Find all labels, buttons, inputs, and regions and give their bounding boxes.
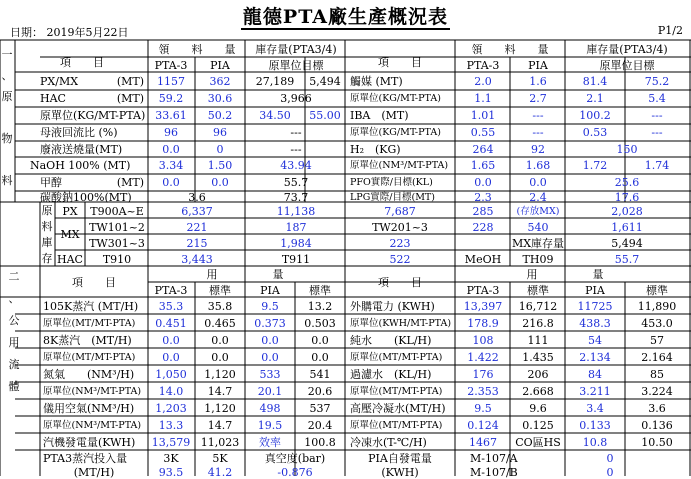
column-header: PIA	[260, 284, 280, 297]
cell-value: 1467	[469, 436, 497, 449]
cell-value: 11,138	[276, 205, 316, 218]
cell-value: 3.224	[641, 385, 673, 398]
cell-value: 5,494	[309, 75, 341, 88]
cell-value: 540	[527, 221, 549, 234]
row-label: PTA3蒸汽投入量	[43, 452, 128, 465]
cell-value: 2.0	[474, 75, 492, 88]
cell-value: 13.3	[158, 419, 184, 432]
cell-value: 20.4	[307, 419, 333, 432]
row-label: 母液回流比 (%)	[40, 126, 118, 139]
page-number: P1/2	[657, 24, 683, 37]
column-header: PIA	[210, 59, 230, 72]
column-header: 用 量	[526, 268, 604, 281]
cell-value: 3,443	[181, 253, 213, 266]
cell-value: 1.422	[467, 351, 499, 364]
column-header: 領 料 量	[471, 43, 549, 56]
cell-value: 438.3	[579, 317, 611, 330]
row-label: MX	[60, 228, 80, 241]
cell-value: 2.3	[474, 191, 492, 204]
cell-value: 85	[650, 368, 664, 381]
column-header: PTA-3	[154, 59, 188, 72]
cell-value: 55.00	[309, 109, 341, 122]
cell-value: 0.503	[304, 317, 336, 330]
row-label: T900A~E	[90, 205, 144, 218]
row-label: PX/MX	[40, 75, 79, 88]
row-label: 高壓冷凝水(MT/H)	[350, 402, 446, 415]
cell-value: 1,984	[280, 237, 312, 250]
row-label: 甲醇	[40, 176, 62, 189]
section-label: 二	[8, 270, 20, 283]
cell-value: 1.65	[470, 159, 496, 172]
section-label: 存	[41, 252, 53, 265]
cell-value: 0.0	[211, 176, 229, 189]
column-header: 領 料 量	[158, 43, 236, 56]
row-label: LPG實際/目標(MT)	[350, 192, 435, 203]
section-label: 原	[41, 204, 53, 217]
cell-value: 1157	[157, 75, 185, 88]
cell-value: 0.55	[470, 126, 496, 139]
row-label: 廢液送燒量(MT)	[40, 143, 123, 156]
row-label: HAC	[57, 253, 83, 266]
column-header: 標準	[309, 284, 331, 297]
cell-value: 176	[472, 368, 494, 381]
row-label: NaOH 100% (MT)	[30, 159, 131, 172]
column-header: 標準	[209, 284, 231, 297]
cell-value: 35.8	[207, 300, 233, 313]
cell-value: 3.4	[586, 402, 604, 415]
cell-value: 3.6	[648, 402, 666, 415]
cell-value: MeOH	[464, 253, 502, 266]
cell-value: 13,397	[463, 300, 503, 313]
cell-value: 14.0	[158, 385, 184, 398]
cell-value: 效率	[259, 436, 281, 449]
row-label: (KWH)	[381, 466, 419, 479]
row-label: MX庫存量	[511, 237, 565, 250]
row-label: 8K蒸汽 (MT/H)	[43, 334, 132, 347]
column-header: PTA-3	[466, 59, 500, 72]
cell-value: 73.7	[283, 191, 309, 204]
column-header: PTA-3	[466, 284, 500, 297]
cell-value: M-107/B	[470, 466, 518, 479]
section-label: 、	[8, 292, 20, 305]
cell-value: 11,023	[200, 436, 240, 449]
cell-value: 5.4	[648, 92, 666, 105]
cell-value: 30.6	[207, 92, 233, 105]
cell-value: 111	[527, 334, 549, 347]
cell-value: 3K	[163, 452, 179, 465]
row-label: 碳酸鈉100%(MT)	[40, 191, 132, 204]
cell-value: 96	[164, 126, 178, 139]
column-header: PTA-3	[154, 284, 188, 297]
row-label: PIA自發電量	[368, 452, 432, 465]
cell-value: 17.6	[614, 191, 640, 204]
cell-value: 92	[531, 143, 545, 156]
cell-value: 498	[259, 402, 281, 415]
cell-value: 2.1	[586, 92, 604, 105]
cell-value: 264	[472, 143, 494, 156]
cell-value: 11,890	[637, 300, 677, 313]
row-label: 原單位(NM³/MT-PTA)	[350, 160, 449, 171]
cell-value: 0.465	[204, 317, 236, 330]
cell-value: 0.0	[311, 334, 329, 347]
cell-value: 14.7	[207, 419, 233, 432]
cell-value: 41.2	[207, 466, 233, 479]
section-label: 物	[1, 132, 13, 145]
cell-value: ---	[290, 126, 302, 139]
cell-value: 1,203	[155, 402, 187, 415]
cell-value: -0.876	[277, 466, 313, 479]
cell-value: 187	[285, 221, 307, 234]
section-label: 體	[8, 380, 20, 393]
section-label: 庫	[41, 236, 53, 249]
cell-value: 20.1	[257, 385, 283, 398]
cell-value: 0.53	[582, 126, 608, 139]
cell-value: 20.6	[307, 385, 333, 398]
row-label: 原單位(KG/MT-PTA)	[40, 109, 146, 122]
cell-value: 541	[309, 368, 331, 381]
cell-value: ---	[532, 109, 544, 122]
cell-value: 7,687	[384, 205, 416, 218]
row-label: TW101~2	[89, 221, 145, 234]
cell-value: 13,579	[151, 436, 191, 449]
cell-value: 0.373	[254, 317, 286, 330]
cell-value: 2.164	[641, 351, 673, 364]
cell-value: 228	[472, 221, 494, 234]
report-date: 日期： 2019年5月22日	[10, 26, 129, 39]
cell-value: ---	[290, 143, 302, 156]
cell-value: 0.0	[162, 143, 180, 156]
section-label: 一	[1, 48, 13, 61]
cell-value: 1,050	[155, 368, 187, 381]
cell-value: 9.6	[529, 402, 547, 415]
cell-value: 9.5	[474, 402, 492, 415]
row-label: 原單位(MT/MT-PTA)	[350, 420, 443, 431]
section-label: 流	[8, 358, 20, 371]
column-header: 項 目	[378, 276, 422, 289]
cell-value: 2.353	[467, 385, 499, 398]
row-label: (MT/H)	[73, 466, 115, 479]
column-header: 原單位目標	[599, 59, 655, 72]
cell-value: 221	[186, 221, 208, 234]
cell-value: 1.68	[525, 159, 551, 172]
cell-value: 54	[588, 334, 602, 347]
column-header: 項 目	[378, 56, 422, 69]
row-label: PX	[62, 205, 78, 218]
row-label: PFO實際/目標(KL)	[350, 177, 433, 188]
cell-value: 0.0	[162, 176, 180, 189]
column-header: PIA	[585, 284, 605, 297]
row-label: 105K蒸汽 (MT/H)	[43, 300, 139, 313]
cell-value: 3.34	[158, 159, 184, 172]
row-label: 原單位(MT/MT-PTA)	[350, 352, 443, 363]
cell-value: 1.435	[522, 351, 554, 364]
row-label: TW301~3	[89, 237, 145, 250]
cell-value: M-107/A	[470, 452, 518, 465]
cell-value: 1.74	[644, 159, 670, 172]
cell-value: 5K	[212, 452, 228, 465]
cell-value: 362	[209, 75, 231, 88]
row-label: H₂ (KG)	[350, 143, 401, 156]
cell-value: 1.50	[207, 159, 233, 172]
cell-value: 27,189	[255, 75, 295, 88]
row-label: 原單位(KWH/MT-PTA)	[350, 318, 452, 329]
cell-value: 0	[606, 466, 614, 479]
cell-value: 96	[213, 126, 227, 139]
section-label: 原	[1, 90, 13, 103]
cell-value: 216.8	[522, 317, 554, 330]
cell-value: 0.0	[474, 176, 492, 189]
row-label: 原單位(MT/MT-PTA)	[43, 318, 136, 329]
row-label: 過濾水 (KL/H)	[350, 368, 432, 381]
cell-value: 25.6	[614, 176, 640, 189]
cell-value: 10.50	[641, 436, 673, 449]
cell-value: 2.7	[529, 92, 547, 105]
cell-value: 0	[606, 452, 614, 465]
cell-value: 0.0	[162, 351, 180, 364]
cell-value: 81.4	[582, 75, 608, 88]
column-header: 標準	[527, 284, 549, 297]
cell-value: 100.8	[304, 436, 336, 449]
cell-value: 2.668	[522, 385, 554, 398]
cell-value: 206	[527, 368, 549, 381]
report-title: 龍德PTA廠生產概況表	[242, 6, 449, 28]
cell-value: (存放MX)	[516, 206, 560, 217]
row-label: 汽機發電量(KWH)	[43, 436, 136, 449]
cell-value: 108	[472, 334, 494, 347]
row-label: 氮氣 (NM³/H)	[43, 368, 135, 381]
row-label: 冷凍水(T-℃/H)	[350, 436, 427, 449]
cell-value: 223	[389, 237, 411, 250]
cell-value: 57	[650, 334, 664, 347]
row-label: 原單位(KG/MT-PTA)	[350, 93, 441, 104]
cell-value: 93.5	[158, 466, 184, 479]
cell-value: ---	[651, 109, 663, 122]
cell-value: ---	[651, 126, 663, 139]
cell-value: 14.7	[207, 385, 233, 398]
cell-value: 55.7	[283, 176, 309, 189]
cell-value: 1.01	[470, 109, 496, 122]
row-label: 純水 (KL/H)	[350, 334, 432, 347]
cell-value: 19.5	[257, 419, 283, 432]
cell-value: 真空度(bar)	[264, 452, 326, 465]
row-label: 原單位(NM³/MT-PTA)	[43, 420, 142, 431]
row-label: HAC	[40, 92, 66, 105]
row-label: 儀用空氣(NM³/H)	[43, 402, 135, 415]
cell-value: 59.2	[158, 92, 184, 105]
cell-value: 0.0	[211, 351, 229, 364]
cell-value: 0.136	[641, 419, 673, 432]
cell-value: 43.94	[280, 159, 312, 172]
cell-value: 2.134	[579, 351, 611, 364]
cell-value: 1,120	[204, 402, 236, 415]
cell-value: 533	[259, 368, 281, 381]
cell-value: 5,494	[611, 237, 643, 250]
cell-value: TH09	[522, 253, 554, 266]
row-label: 原單位(MT/MT-PTA)	[350, 386, 443, 397]
cell-value: 0.0	[261, 334, 279, 347]
cell-value: 55.7	[614, 253, 640, 266]
cell-value: 100.2	[579, 109, 611, 122]
row-label: 外購電力 (KWH)	[350, 300, 435, 313]
row-label: 原單位(KG/MT-PTA)	[350, 127, 441, 138]
cell-value: 10.8	[582, 436, 608, 449]
column-header: 標準	[646, 284, 668, 297]
section-label: 公	[8, 314, 20, 327]
cell-value: 1.6	[529, 75, 547, 88]
row-label: 原單位(MT/MT-PTA)	[43, 352, 136, 363]
column-header: 原單位目標	[268, 59, 324, 72]
column-header: 項 目	[60, 56, 104, 69]
column-header: 項 目	[72, 276, 116, 289]
cell-value: T911	[281, 253, 311, 266]
cell-value: 178.9	[467, 317, 499, 330]
cell-value: 0.125	[522, 419, 554, 432]
cell-value: 0.0	[211, 334, 229, 347]
section-label: 料	[41, 220, 53, 233]
cell-value: 13.2	[307, 300, 333, 313]
row-unit: (MT)	[116, 75, 144, 88]
cell-value: 0.451	[155, 317, 187, 330]
cell-value: 11725	[577, 300, 613, 313]
cell-value: 50.2	[207, 109, 233, 122]
cell-value: 1,611	[611, 221, 643, 234]
cell-value: 84	[588, 368, 602, 381]
row-label: IBA (MT)	[350, 109, 409, 122]
cell-value: 35.3	[158, 300, 184, 313]
cell-value: 0.0	[311, 351, 329, 364]
cell-value: 33.61	[155, 109, 187, 122]
column-header: PIA	[528, 59, 548, 72]
row-label: 原單位(NM³/MT-PTA)	[43, 386, 142, 397]
cell-value: 150	[616, 143, 638, 156]
cell-value: 3.211	[579, 385, 611, 398]
cell-value: 9.5	[261, 300, 279, 313]
cell-value: 2.4	[529, 191, 547, 204]
cell-value: 1.1	[474, 92, 492, 105]
cell-value: 285	[472, 205, 494, 218]
cell-value: 453.0	[641, 317, 673, 330]
cell-value: 16,712	[518, 300, 558, 313]
section-label: 用	[8, 336, 20, 349]
cell-value: 0.0	[529, 176, 547, 189]
cell-value: 3,966	[280, 92, 312, 105]
cell-value: 3.6	[188, 191, 206, 204]
cell-value: 1,120	[204, 368, 236, 381]
section-label: 料	[1, 174, 13, 187]
cell-value: TW201~3	[372, 221, 428, 234]
cell-value: 0.133	[579, 419, 611, 432]
row-label: T910	[102, 253, 132, 266]
cell-value: 0.124	[467, 419, 499, 432]
row-label: 觸媒 (MT)	[350, 75, 403, 88]
cell-value: 0	[216, 143, 224, 156]
cell-value: 215	[186, 237, 208, 250]
cell-value: 6,337	[181, 205, 213, 218]
row-unit: (MT)	[116, 176, 144, 189]
cell-value: ---	[532, 126, 544, 139]
cell-value: 34.50	[259, 109, 291, 122]
column-header: 庫存量(PTA3/4)	[586, 43, 668, 56]
column-header: 庫存量(PTA3/4)	[255, 43, 337, 56]
cell-value: 0.0	[261, 351, 279, 364]
cell-value: CO區HS	[515, 436, 561, 449]
cell-value: 2,028	[611, 205, 643, 218]
row-unit: (MT)	[116, 92, 144, 105]
cell-value: 75.2	[644, 75, 670, 88]
section-label: 、	[1, 69, 13, 82]
cell-value: 537	[309, 402, 331, 415]
cell-value: 522	[389, 253, 411, 266]
cell-value: 1.72	[582, 159, 608, 172]
cell-value: 0.0	[162, 334, 180, 347]
column-header: 用 量	[206, 268, 284, 281]
